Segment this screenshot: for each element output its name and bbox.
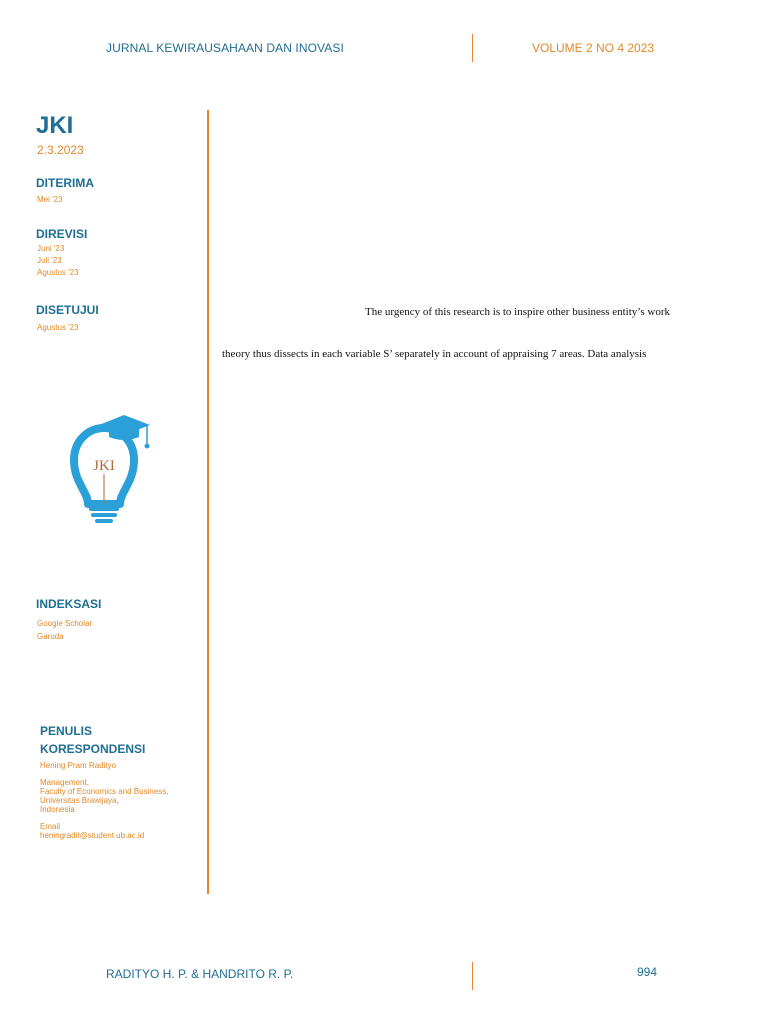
affiliation-line: Universitas Brawijaya, — [40, 796, 119, 805]
author-affiliation — [40, 778, 169, 814]
logo-text: JKI — [93, 458, 115, 474]
body-line-2: theory thus dissects in each variable S’ separately in account of appraising 7 areas. Data analysis — [222, 348, 647, 360]
email-label: Email — [40, 822, 61, 831]
direvisi-date-2: Juli '23 — [37, 256, 62, 265]
disetujui-label: DISETUJUI — [36, 303, 99, 317]
diterima-label: DITERIMA — [36, 176, 94, 190]
penulis-label: PENULIS — [40, 724, 93, 738]
footer-divider — [472, 962, 473, 990]
diterima-date: Mei '23 — [37, 195, 63, 204]
direvisi-date-1: Juni '23 — [37, 244, 65, 253]
page-number: 994 — [637, 965, 658, 979]
jki-logo — [64, 414, 156, 533]
index-garuda: Garuda — [37, 632, 64, 641]
journal-name: JURNAL KEWIRAUSAHAAN DAN INOVASI — [106, 41, 344, 55]
email-block — [40, 822, 144, 840]
volume-info: VOLUME 2 NO 4 2023 — [532, 41, 655, 55]
indeksasi-label: INDEKSASI — [36, 597, 102, 611]
issue-date: 2.3.2023 — [37, 143, 84, 157]
affiliation-line: Management, — [40, 778, 89, 787]
header-divider — [472, 34, 473, 62]
email-address: heningradit@student.ub.ac.id — [40, 831, 145, 840]
affiliation-line: Indonesia — [40, 805, 75, 814]
body-line-1: The urgency of this research is to inspire other business entity’s work — [365, 306, 670, 318]
index-google-scholar: Google Scholar — [37, 619, 93, 628]
footer-authors: RADITYO H. P. & HANDRITO R. P. — [106, 967, 294, 981]
korespondensi-label: KORESPONDENSI — [40, 742, 146, 756]
affiliation-line: Faculty of Economics and Business, — [40, 787, 169, 796]
direvisi-date-3: Agustus '23 — [37, 268, 79, 277]
direvisi-label: DIREVISI — [36, 227, 88, 241]
sidebar-divider — [207, 110, 209, 894]
disetujui-date: Agustus '23 — [37, 323, 79, 332]
journal-abbrev: JKI — [36, 112, 74, 139]
author-name: Hening Pram Radityo — [40, 761, 117, 770]
